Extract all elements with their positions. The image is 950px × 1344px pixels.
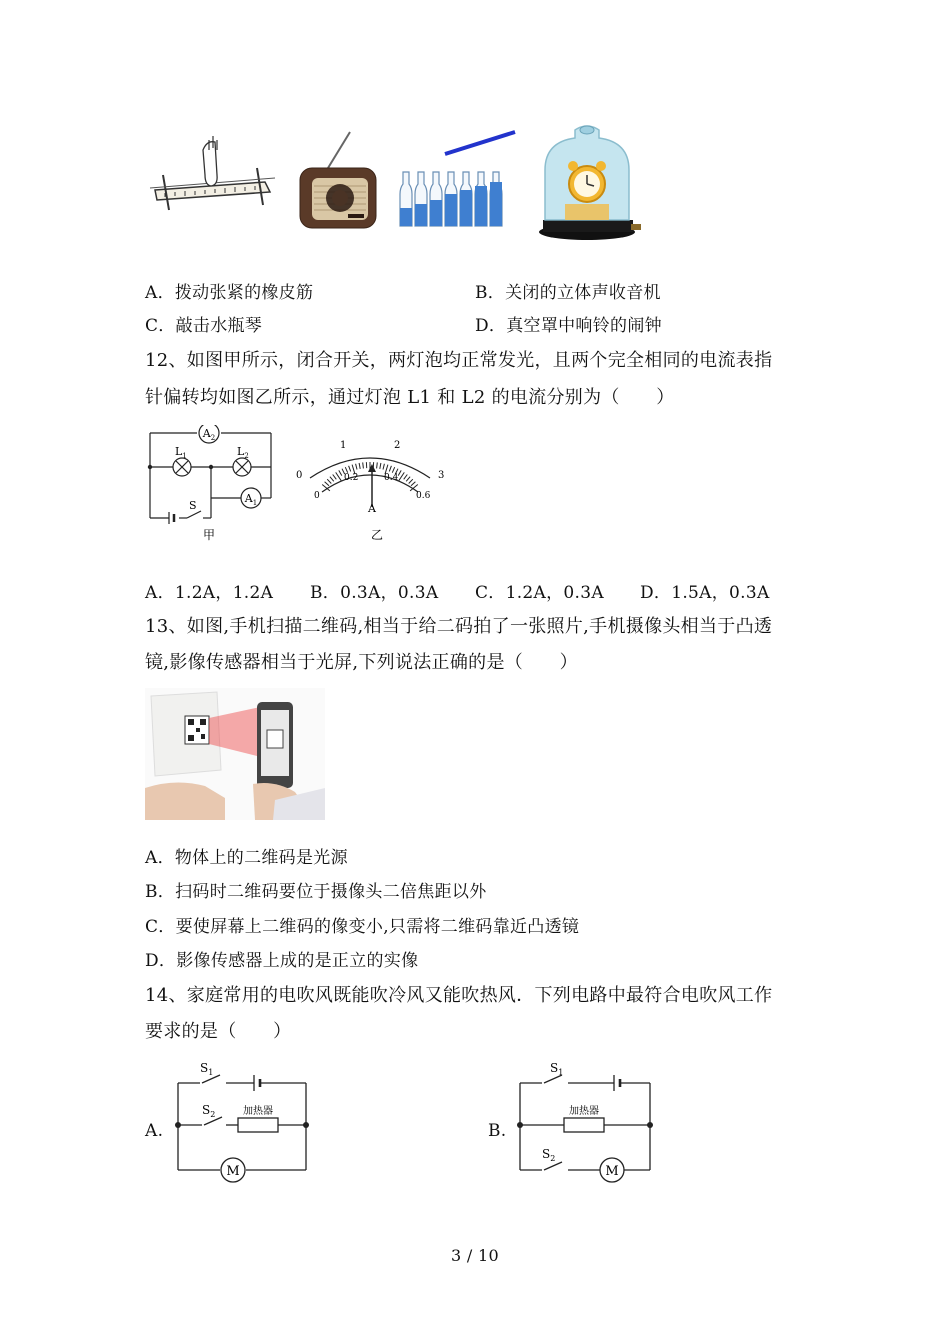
q14a-motor-label: M — [226, 1164, 240, 1179]
q12-option-d: D．1.5A，0.3A — [640, 583, 770, 603]
dial-tick — [377, 462, 378, 468]
lamp-l1-subscript: 1 — [182, 452, 187, 460]
dial-top-label-3: 3 — [438, 470, 445, 481]
q14-option-b-label: B. — [488, 1121, 507, 1141]
circuit-caption-jia: 甲 — [202, 528, 216, 542]
dial-tick — [330, 477, 334, 482]
q13-option-d: D．影像传感器上成的是正立的实像 — [145, 951, 419, 971]
q13-stem-line2: 镜,影像传感器相当于光屏,下列说法正确的是（ ） — [145, 652, 578, 673]
q12-stem-line2: 针偏转均如图乙所示，通过灯泡 L1 和 L2 的电流分别为（ ） — [145, 387, 675, 408]
lamp-l1-label: L — [175, 445, 183, 458]
dial-tick — [333, 475, 337, 480]
q12-stem-line1: 12、如图甲所示，闭合开关，两灯泡均正常发光，且两个完全相同的电流表指 — [145, 350, 773, 371]
q12-option-b: B．0.3A，0.3A — [310, 583, 439, 603]
q14a-s1-label: S — [200, 1061, 209, 1075]
svg-text:S1 — [550, 1061, 563, 1077]
q11-option-c: C．敲击水瓶琴 — [145, 316, 263, 336]
dial-tick — [349, 466, 351, 472]
lamp-l2-label: L — [237, 445, 245, 458]
q11-option-d: D．真空罩中响铃的闹钟 — [475, 316, 662, 336]
water-bottle-xylophone-image — [395, 128, 520, 230]
q12-circuit-diagram — [145, 425, 280, 550]
vacuum-bell-jar-image — [535, 120, 645, 245]
dial-bottom-label-3: 0.6 — [416, 491, 431, 501]
q14-option-a-label: A. — [145, 1121, 164, 1141]
ammeter-a1-subscript: 1 — [252, 499, 258, 507]
dial-bottom-label-1: 0.2 — [344, 473, 359, 483]
q12-ammeter-dial — [288, 432, 453, 550]
q13-option-b: B．扫码时二维码要位于摄像头二倍焦距以外 — [145, 882, 487, 902]
dial-bottom-label-2: 0.4 — [384, 473, 399, 483]
q12-option-a: A．1.2A，1.2A — [145, 583, 274, 603]
dial-tick — [411, 482, 415, 486]
q14a-heater-label: 加热器 — [243, 1106, 273, 1117]
dial-tick — [392, 467, 394, 473]
q11-option-a: A．拨动张紧的橡皮筋 — [145, 283, 314, 303]
q14a-s2-subscript: 2 — [210, 1110, 216, 1119]
radio-image — [298, 128, 378, 230]
dial-tick — [359, 463, 360, 469]
q14-stem-line2: 要求的是（ ） — [145, 1021, 292, 1042]
dial-tick — [406, 477, 410, 482]
q14b-s2-subscript: 2 — [550, 1154, 556, 1163]
dial-caption-yi: 乙 — [370, 528, 384, 542]
q14b-s2-label: S — [542, 1147, 551, 1161]
q14a-s1-subscript: 1 — [208, 1068, 214, 1077]
dial-tick — [409, 479, 413, 483]
q11-option-b: B．关闭的立体声收音机 — [475, 283, 661, 303]
ammeter-a1-label: A — [244, 492, 253, 505]
svg-text:S1 — [200, 1061, 213, 1077]
dial-tick — [345, 467, 347, 473]
dial-tick — [404, 475, 408, 480]
svg-text:L2 — [237, 445, 249, 460]
q14a-s2-label: S — [202, 1103, 211, 1117]
dial-tick — [363, 462, 364, 468]
qr-scan-photo — [145, 688, 325, 820]
dial-top-label-2: 2 — [394, 440, 401, 451]
q14-circuit-a — [168, 1055, 318, 1185]
svg-text:S2 — [542, 1147, 555, 1163]
svg-text:L1 — [175, 445, 187, 460]
q12-option-c: C．1.2A，0.3A — [475, 583, 604, 603]
q14-circuit-b — [510, 1055, 660, 1185]
dial-tick — [398, 470, 401, 475]
dial-tick — [389, 466, 391, 472]
dial-tick — [383, 464, 384, 470]
q13-option-c: C．要使屏幕上二维码的像变小,只需将二维码靠近凸透镜 — [145, 917, 580, 937]
rubber-band-image — [145, 130, 280, 220]
dial-top-label-1: 1 — [340, 440, 347, 451]
q13-stem-line1: 13、如图,手机扫描二维码,相当于给二码拍了一张照片,手机摄像头相当于凸透 — [145, 616, 773, 637]
page-number: 3 / 10 — [451, 1246, 499, 1265]
ammeter-a2-subscript: 2 — [210, 434, 216, 442]
dial-tick — [380, 463, 381, 469]
dial-tick — [356, 464, 357, 470]
svg-text:S2 — [202, 1103, 215, 1119]
dial-tick — [339, 470, 342, 475]
ammeter-a2-label: A — [202, 427, 211, 440]
dial-tick — [325, 482, 329, 486]
switch-s-label: S — [189, 499, 197, 512]
lamp-l2-subscript: 2 — [244, 452, 249, 460]
q14b-s1-subscript: 1 — [558, 1068, 564, 1077]
q14b-s1-label: S — [550, 1061, 559, 1075]
q14b-heater-label: 加热器 — [569, 1106, 599, 1117]
q14b-motor-label: M — [605, 1164, 619, 1179]
dial-top-label-0: 0 — [296, 470, 303, 481]
q13-option-a: A．物体上的二维码是光源 — [145, 848, 348, 868]
q14-stem-line1: 14、家庭常用的电吹风既能吹冷风又能吹热风．下列电路中最符合电吹风工作 — [145, 985, 773, 1006]
dial-bottom-label-0: 0 — [314, 491, 320, 501]
dial-tick — [327, 479, 331, 483]
dial-unit-label: A — [368, 502, 376, 515]
